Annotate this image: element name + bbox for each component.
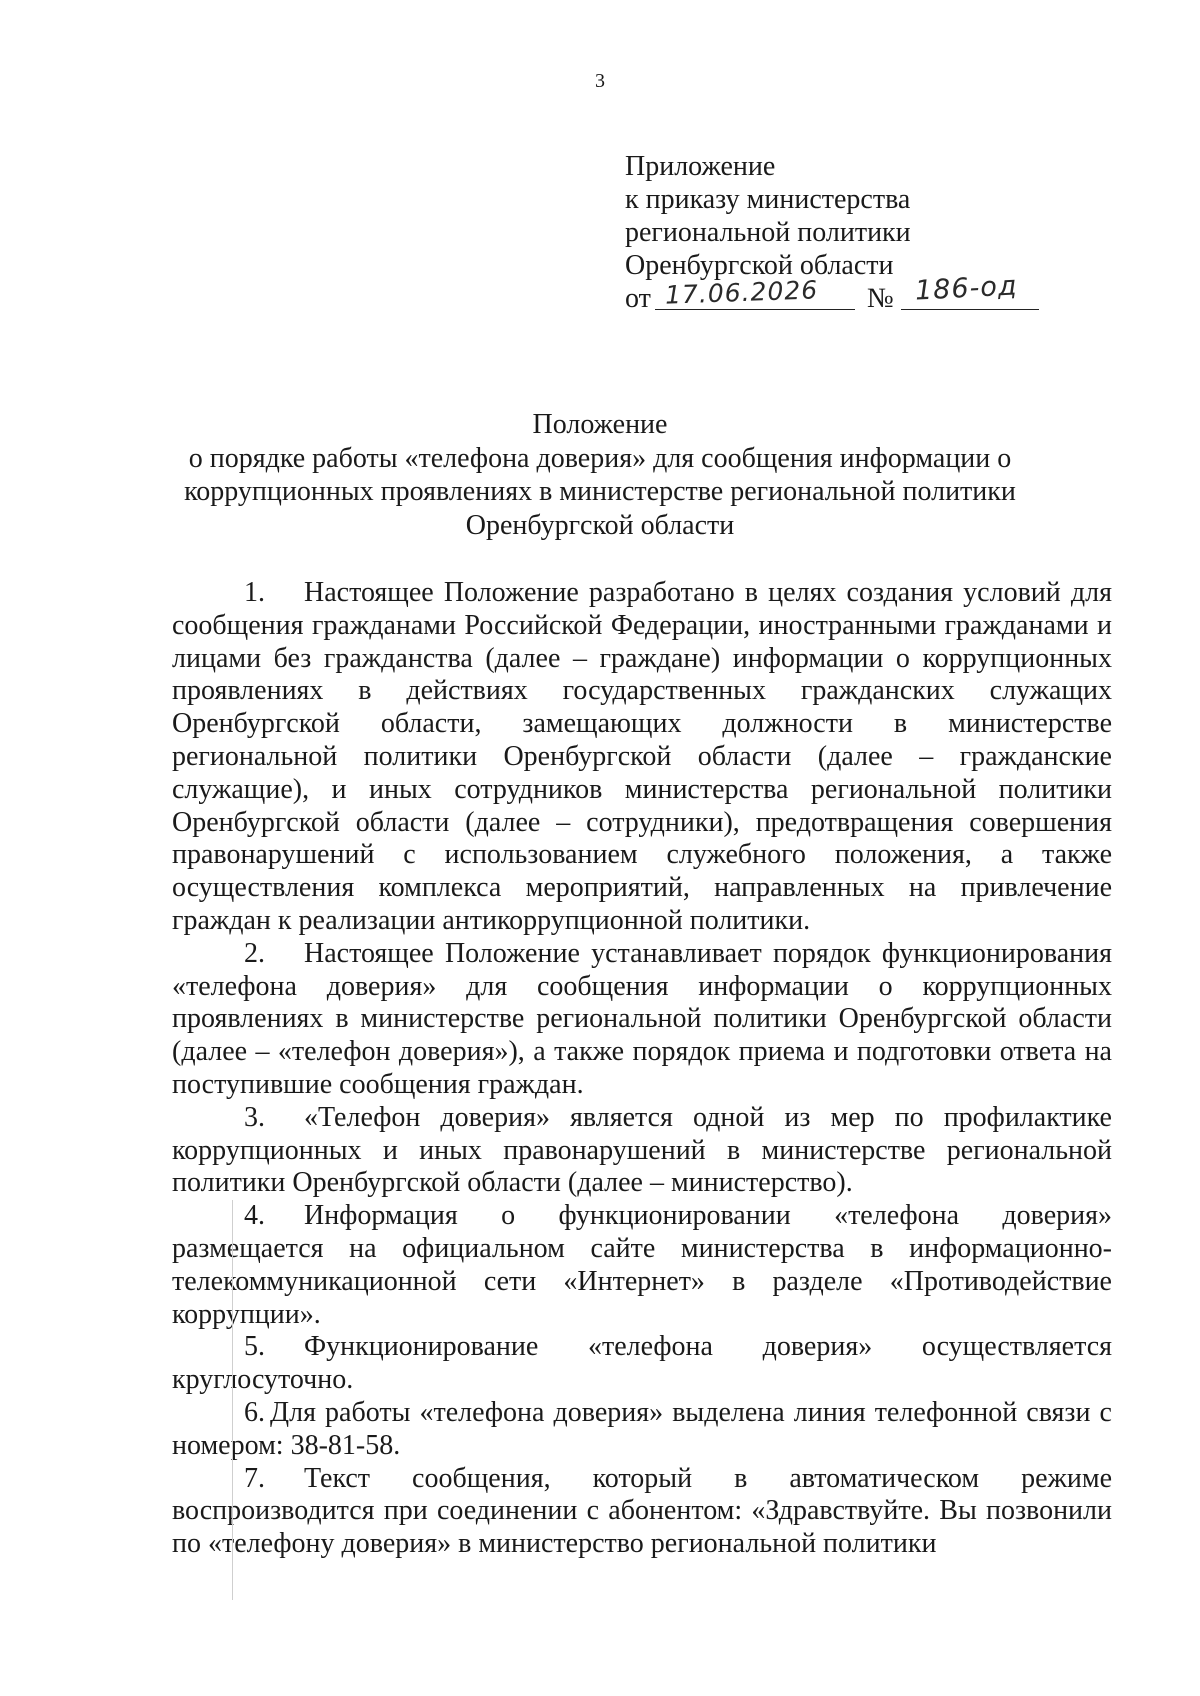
handwritten-date: 17.06.2026 (664, 275, 819, 310)
paragraph-text: Текст сообщения, который в автоматическом режиме воспроизводится при соединении с абонентом: «Здравствуйте. Вы позвонили по «телефону доверия» в министерство региональной политики (172, 1462, 1112, 1560)
title-line: Положение (532, 409, 668, 440)
paragraph-number: 1. (244, 577, 265, 608)
paragraph-number: 2. (244, 937, 265, 969)
paragraph-3 (172, 1102, 1112, 1200)
paragraph-number: 5. (244, 1331, 265, 1363)
paragraph-4 (172, 1200, 1112, 1331)
paragraph-6 (172, 1397, 1112, 1463)
appendix-block (625, 150, 1019, 322)
document-body (172, 577, 1112, 1561)
paragraph-number: 3. (244, 1101, 265, 1133)
scan-margin-line (232, 1200, 233, 1600)
title-line: Оренбургской области (465, 509, 735, 541)
paragraph-number: 7. (244, 1462, 265, 1494)
handwritten-order-number: 186-од (914, 270, 1019, 307)
paragraph-5 (172, 1331, 1112, 1397)
paragraph-number: 4. (244, 1200, 265, 1232)
date-prefix: от (625, 283, 651, 314)
appendix-line: Приложение (625, 151, 776, 182)
paragraph-number: 6. (244, 1396, 265, 1428)
page-number: 3 (595, 70, 605, 92)
paragraph-1 (172, 577, 1112, 938)
paragraph-7 (172, 1463, 1112, 1561)
title-line: о порядке работы «телефона доверия» для сообщения информации о (188, 442, 1012, 474)
order-date-number-line (625, 270, 1019, 322)
appendix-line: к приказу министерства (625, 184, 911, 215)
paragraph-text: Настоящее Положение устанавливает порядок функционирования «телефона доверия» для сообщения информации о коррупционных проявлениях в министерстве региональной политики Оренбургской области (далее – «телефон доверия»), а также порядок приема и подготовки ответа на поступившие сообщения граждан. (172, 937, 1112, 1100)
appendix-line: Оренбургской области (625, 250, 894, 281)
number-prefix: № (867, 283, 894, 314)
paragraph-text: Настоящее Положение разработано в целях создания условий для сообщения гражданами Российской Федерации, иностранными гражданами и лицами без гражданства (далее – граждане) информации о коррупционных проявлениях в действиях государственных гражданских служащих Оренбургской области, замещающих должности в министерстве региональной политики Оренбургской области (далее – гражданские служащие), и иных сотрудников министерства региональной политики Оренбургской области (далее – сотрудники), предотвращения совершения правонарушений с использованием служебного положения, а также осуществления комплекса мероприятий, направленных на привлечение граждан к реализации антикоррупционной политики. (172, 577, 1112, 936)
title-line: коррупционных проявлениях в министерстве региональной политики (184, 476, 1016, 507)
paragraph-text: Для работы «телефона доверия» выделена линия телефонной связи с номером: 38-81-58. (172, 1396, 1112, 1461)
appendix-line: региональной политики (625, 217, 911, 248)
paragraph-text: Информация о функционировании «телефона доверия» размещается на официальном сайте министерства в информационно-телекоммуникационной сети «Интернет» в разделе «Противодействие коррупции». (172, 1200, 1112, 1330)
paragraph-text: Функционирование «телефона доверия» осуществляется круглосуточно. (172, 1331, 1112, 1396)
document-title (150, 408, 1050, 542)
paragraph-text: «Телефон доверия» является одной из мер по профилактике коррупционных и иных правонарушений в министерстве региональной политики Оренбургской области (далее – министерство). (172, 1101, 1112, 1199)
paragraph-2 (172, 938, 1112, 1102)
number-underline (901, 309, 1039, 310)
